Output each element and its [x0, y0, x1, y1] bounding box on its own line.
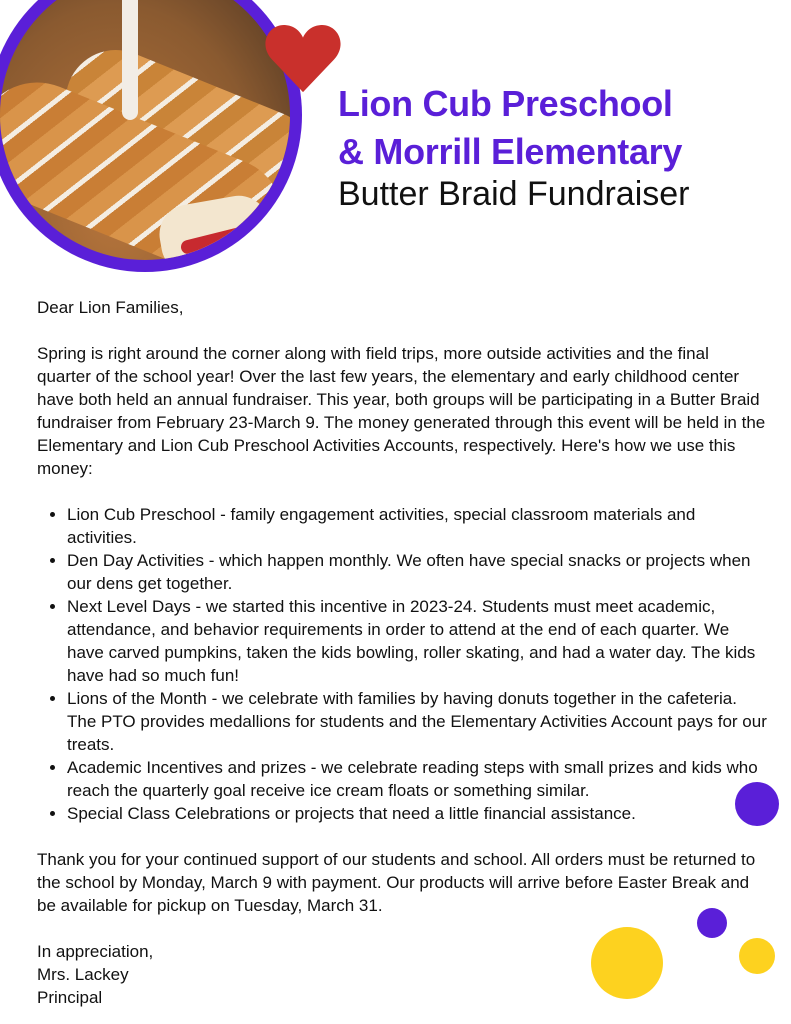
signoff: In appreciation,: [37, 942, 154, 961]
list-item: • Lions of the Month - we celebrate with families by having donuts together in the cafeteria. The PTO provides medallions for students and the Elementary Activities Account pays for our treats.: [67, 687, 767, 756]
list-item: • Den Day Activities - which happen monthly. We often have special snacks or projects when our dens get together.: [67, 549, 767, 595]
letter-body: [37, 296, 767, 1009]
closing-paragraph: Thank you for your continued support of our students and school. All orders must be returned to the school by Monday, March 9 with payment. Our products will arrive before Easter Break and be available for pickup on Tuesday, March 31.: [37, 850, 756, 915]
title-line-1: Lion Cub Preschool: [338, 83, 673, 124]
list-item: • Lion Cub Preschool - family engagement activities, special classroom materials and activities.: [67, 503, 767, 549]
title-line-2: & Morrill Elementary: [338, 131, 683, 172]
list-item: • Academic Incentives and prizes - we celebrate reading steps with small prizes and kids who reach the quarterly goal receive ice cream floats or something similar.: [67, 756, 767, 802]
list-item: • Next Level Days - we started this incentive in 2023-24. Students must meet academic, attendance, and behavior requirements in order to attend at the end of each quarter. We have carved pumpkins, taken the kids bowling, roller skating, and had a water day. The kids have had so much fun!: [67, 595, 767, 687]
list-item: • Special Class Celebrations or projects that need a little financial assistance.: [67, 802, 767, 825]
intro-paragraph: Spring is right around the corner along with field trips, more outside activities and the final quarter of the school year! Over the last few years, the elementary and early childhood center have both held an annual fundraiser. This year, both groups will be participating in a Butter Braid fundraiser from February 23-March 9. The money generated through this event will be held in the Elementary and Lion Cub Preschool Activities Accounts, respectively. Here's how we use this money:: [37, 344, 766, 478]
page-title: [338, 80, 682, 176]
butter-braid-photo-frame: [0, 0, 302, 272]
signer-role: Principal: [37, 988, 103, 1007]
signer-name: Mrs. Lackey: [37, 965, 129, 984]
uses-list: [37, 503, 767, 825]
purple-dot-decoration: [697, 908, 727, 938]
purple-dot-decoration: [735, 782, 779, 826]
page-subtitle: Butter Braid Fundraiser: [338, 175, 690, 213]
yellow-dot-decoration: [591, 927, 663, 999]
butter-braid-photo: [0, 0, 290, 260]
heart-icon: [264, 22, 342, 96]
yellow-dot-decoration: [739, 938, 775, 974]
greeting: Dear Lion Families,: [37, 298, 184, 317]
